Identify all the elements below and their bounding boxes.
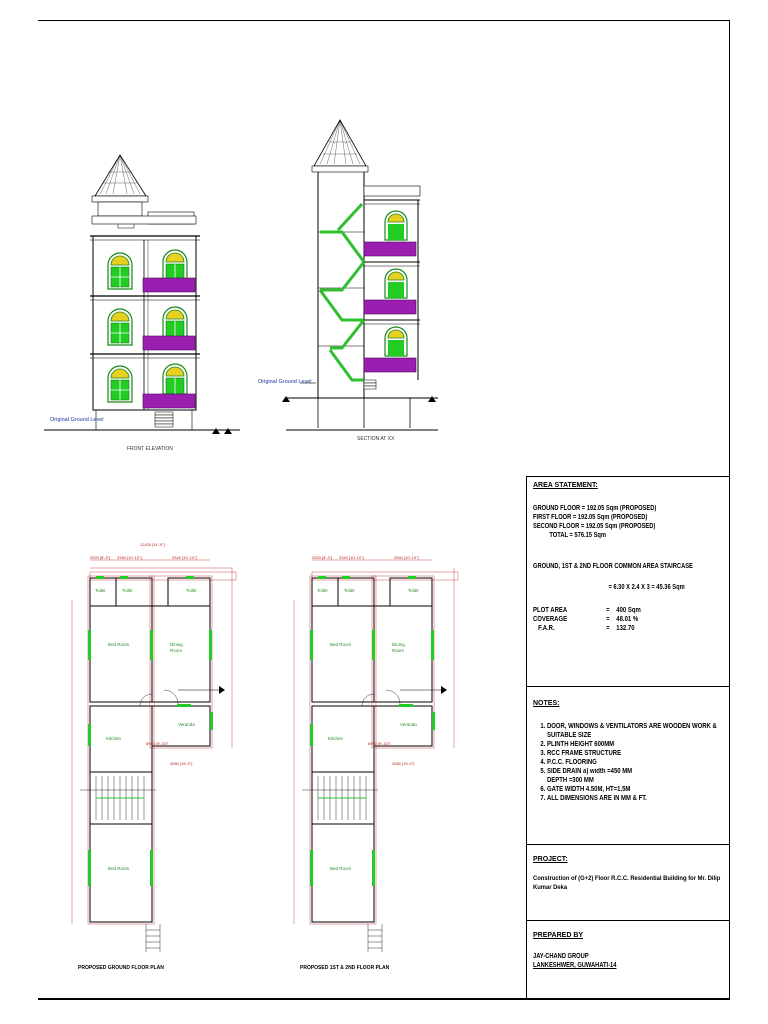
section-staircase [320,204,364,380]
gf-room-bedroom-2: Bed Room [108,866,130,871]
prepared-by-heading: PREPARED BY [533,932,584,939]
uf-room-bedroom-1: Bed Room [330,642,352,647]
gf-dim-1: 2520 [8'-3"] [90,555,111,560]
area-statement-section [527,477,729,687]
elevation-windows-left [108,253,132,402]
uf-room-veranda: Veranda [400,722,417,727]
uf-dim-2: 3340 [10'-10"] [339,555,364,560]
gf-dim-3: 3340 [10'-10"] [172,555,197,560]
uf-room-toilet-3: Toilet [408,588,419,593]
gf-room-veranda: Veranda [178,722,195,727]
note-item: 4. P.C.C. FLOORING [547,758,697,767]
front-elevation-drawing [44,155,240,434]
gf-room-kitchen: Kitchen [106,736,122,741]
area-line-total: TOTAL = 576.15 Sqm [549,532,607,539]
metric-far: F.A.R. = 132.70 [538,625,635,632]
gf-room-bedroom-1: Bed Room [108,642,130,647]
project-description: Construction of (G+2) Floor R.C.C. Residential Building for Mr. Dilip Kumar Deka [533,875,721,891]
uf-room-dining: Dining Room [392,642,405,653]
notes-heading: NOTES: [533,700,560,707]
uf-room-toilet-1: Toilet [317,588,328,593]
front-ground-level-label: Original Ground Level [50,417,104,423]
section-ground-level-label: Original Ground Level [258,379,312,385]
uf-dim-4: 6900 [9'-10"] [368,741,391,746]
gf-room-toilet-3: Toilet [186,588,197,593]
gf-dim-2: 3340 [10'-10"] [117,555,142,560]
gf-dim-5: 4580 [15'-0"] [170,761,193,766]
prepared-by-firm: JAY-CHAND GROUP [533,953,589,960]
note-item: 7. ALL DIMENSIONS ARE IN MM & FT. [547,794,697,803]
uf-dim-3: 3340 [10'-10"] [394,555,419,560]
uf-dim-5: 4580 [15'-0"] [392,761,415,766]
note-item: 1. DOOR, WINDOWS & VENTILATORS ARE WOODEN WORK & SUITABLE SIZE [547,722,697,740]
balcony-railing [364,358,416,372]
title-block [526,476,730,1000]
front-elevation-title: FRONT ELEVATION [127,446,173,452]
area-statement-heading: AREA STATEMENT: [533,482,598,489]
project-section [527,845,729,921]
elevation-pyramid-roof [95,155,146,196]
metric-coverage: COVERAGE = 48.01 % [533,616,639,623]
note-item: 6. GATE WIDTH 4.50M, HT=1.5M [547,785,697,794]
note-item: 3. RCC FRAME STRUCTURE [547,749,697,758]
gf-dim-overall: 12425 [41'-0"] [140,542,165,547]
balcony-railing [364,242,416,256]
area-line-ground: GROUND FLOOR = 192.05 Sqm (PROPOSED) [533,505,657,512]
prepared-by-section [527,921,729,999]
metric-plot-area: PLOT AREA = 400 Sqm [533,607,641,614]
note-item: 5. SIDE DRAIN a) width =450 MM DEPTH =300 MM [547,767,697,785]
gf-room-dining: Dining Room [170,642,183,653]
uf-room-kitchen: Kitchen [328,736,344,741]
ground-floor-plan-title: PROPOSED GROUND FLOOR PLAN [78,965,164,971]
balcony-railing [364,300,416,314]
section-windows [364,211,416,372]
upper-floor-plan-title: PROPOSED 1ST & 2ND FLOOR PLAN [300,965,390,971]
project-heading: PROJECT: [533,856,568,863]
section-title: SECTION AT XX [357,436,395,442]
uf-room-toilet-2: Toilet [344,588,355,593]
gf-room-toilet-2: Toilet [122,588,133,593]
balcony-railing [143,278,195,292]
notes-list [533,722,723,803]
balcony-railing [143,336,195,350]
gf-room-toilet-1: Toilet [95,588,106,593]
gf-dim-4: 6900 [9'-10"] [146,741,169,746]
prepared-by-address: LANKESHWER, GUWAHATI-14 [533,962,617,969]
section-pyramid-roof [314,120,366,166]
notes-section [527,687,729,845]
staircase-heading: GROUND, 1ST & 2ND FLOOR COMMON AREA STAIRCASE [533,563,693,570]
upper-floor-plan-drawing [294,560,458,952]
staircase-value: = 6.30 X 2.4 X 3 = 45.36 Sqm [608,584,685,591]
note-item: 2. PLINTH HEIGHT 600MM [547,740,697,749]
ground-floor-plan-drawing [72,560,236,952]
area-line-second: SECOND FLOOR = 192.05 Sqm (PROPOSED) [533,523,656,530]
uf-dim-1: 2520 [8'-3"] [312,555,333,560]
uf-room-bedroom-2: Bed Room [330,866,352,871]
balcony-railing [143,394,195,408]
area-line-first: FIRST FLOOR = 192.05 Sqm (PROPOSED) [533,514,648,521]
